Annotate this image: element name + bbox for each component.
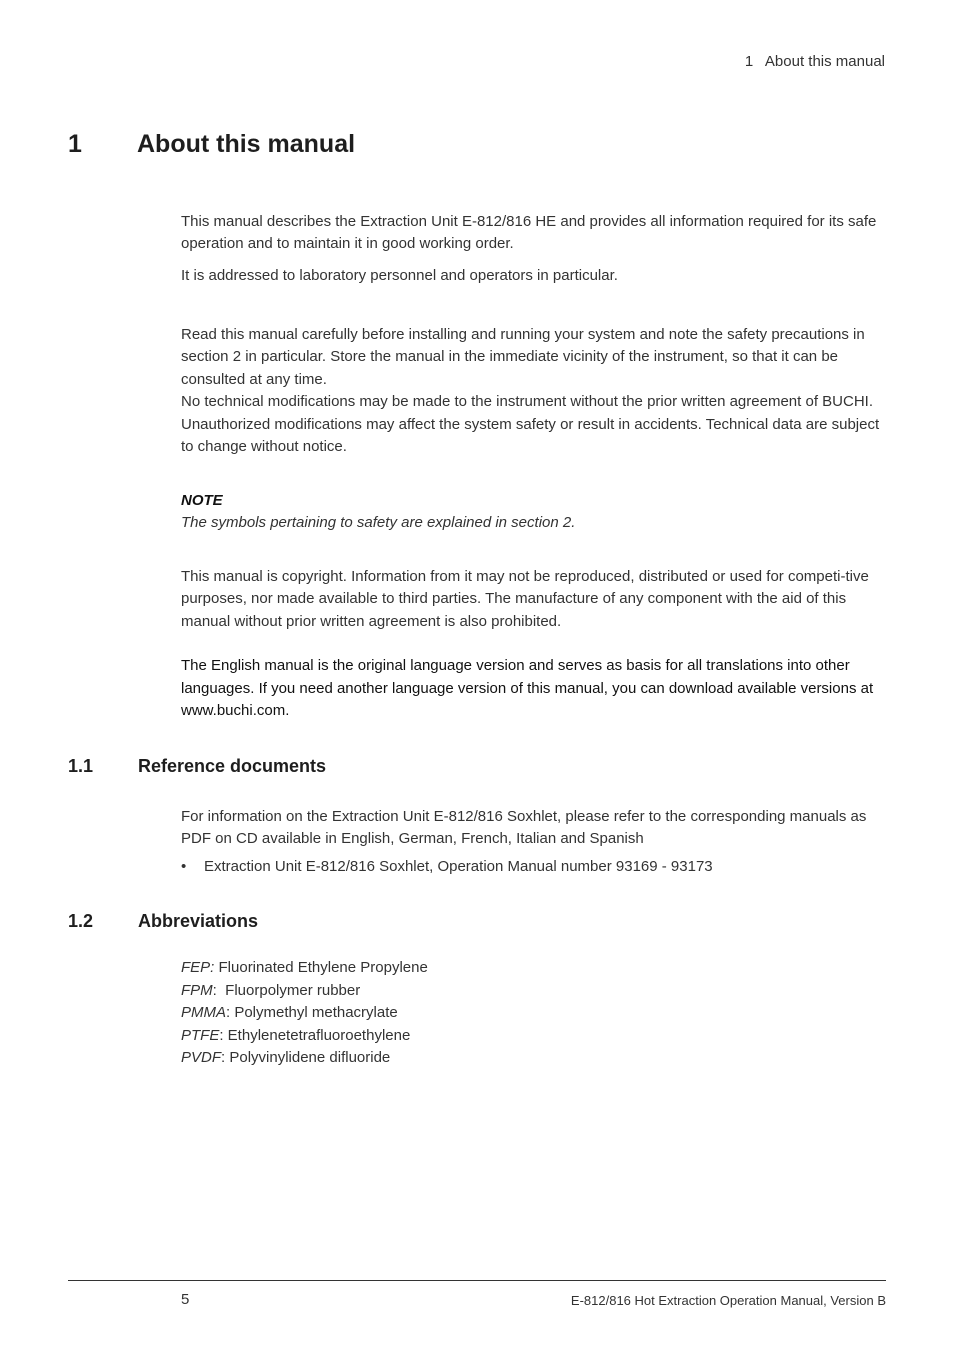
section-1-1-heading [68, 756, 326, 777]
abbreviation-list [181, 957, 887, 1070]
page-number: 5 [181, 1291, 190, 1308]
safety-block [181, 324, 887, 458]
list-item [181, 856, 887, 878]
abbreviation-term: PTFE [181, 1026, 220, 1044]
abbreviation-definition: : Polyvinylidene difluoride [221, 1049, 391, 1066]
abbreviation-term: FPM [181, 981, 213, 999]
reference-bullet-text: Extraction Unit E-812/816 Soxhlet, Operation Manual number 93169 - 93173 [204, 857, 713, 875]
copyright-block [181, 566, 887, 722]
abbreviation-definition: : Polymethyl methacrylate [226, 1004, 398, 1021]
modification-paragraph: No technical modifications may be made to the instrument without the prior written agreement of BUCHI. Unauthorized modifications may affect the system safety or result in accidents. Technical data are subject to change without notice. [181, 393, 880, 456]
abbreviation-term: FEP: [181, 959, 215, 976]
abbreviation-item [181, 957, 887, 980]
abbreviation-item [181, 1002, 887, 1025]
chapter-number: 1 [68, 130, 82, 158]
footer-document-title: E-812/816 Hot Extraction Operation Manual, Version B [570, 1293, 886, 1308]
intro-paragraph-1: This manual describes the Extraction Unit E-812/816 HE and provides all information required for its safe operation and to maintain it in good working order. [181, 213, 877, 253]
intro-paragraph-2: It is addressed to laboratory personnel and operators in particular. [181, 266, 618, 284]
intro-block [181, 211, 887, 287]
section-1-2-title: Abbreviations [138, 911, 259, 931]
section-1-2-heading [68, 911, 258, 932]
footer-divider [68, 1280, 886, 1281]
section-1-2-number: 1.2 [68, 911, 94, 931]
abbreviation-item [181, 980, 887, 1003]
bullet-symbol: • [181, 857, 187, 875]
abbreviation-term: PVDF [181, 1049, 222, 1066]
abbreviation-item [181, 1025, 887, 1048]
chapter-heading [68, 130, 355, 159]
reference-text: For information on the Extraction Unit E-812/816 Soxhlet, please refer to the corresponding manuals as PDF on CD available in English, German, French, Italian and Spanish [181, 808, 867, 848]
abbreviation-definition: Fluorinated Ethylene Propylene [214, 959, 428, 976]
section-1-1-title: Reference documents [138, 756, 327, 776]
abbreviation-item [181, 1047, 887, 1070]
abbreviation-term: PMMA [181, 1004, 226, 1021]
reference-block [181, 806, 887, 878]
copyright-paragraph: This manual is copyright. Information from it may not be reproduced, distributed or used for competi-tive purposes, nor made available to third parties. The manufacture of any component with the aid of this manual without prior written agreement is also prohibited. [181, 568, 869, 630]
language-paragraph: The English manual is the original language version and serves as basis for all translations into other languages. If you need another language version of this manual, you can download available versions at www.buchi.com. [181, 657, 874, 720]
note-block [181, 490, 887, 535]
note-text: The symbols pertaining to safety are explained in section 2. [181, 514, 576, 532]
section-1-1-number: 1.1 [68, 756, 94, 776]
note-title: NOTE [181, 492, 223, 509]
chapter-title: About this manual [137, 130, 356, 158]
abbreviation-definition: : Fluorpolymer rubber [212, 981, 361, 999]
abbreviation-definition: : Ethylenetetrafluoroethylene [219, 1026, 411, 1044]
safety-paragraph: Read this manual carefully before installing and running your system and note the safety precautions in section 2 in particular. Store the manual in the immediate vicinity of the instrument, so that it can be consulted at any time. [181, 326, 865, 388]
running-header: 1 About this manual [744, 53, 885, 70]
